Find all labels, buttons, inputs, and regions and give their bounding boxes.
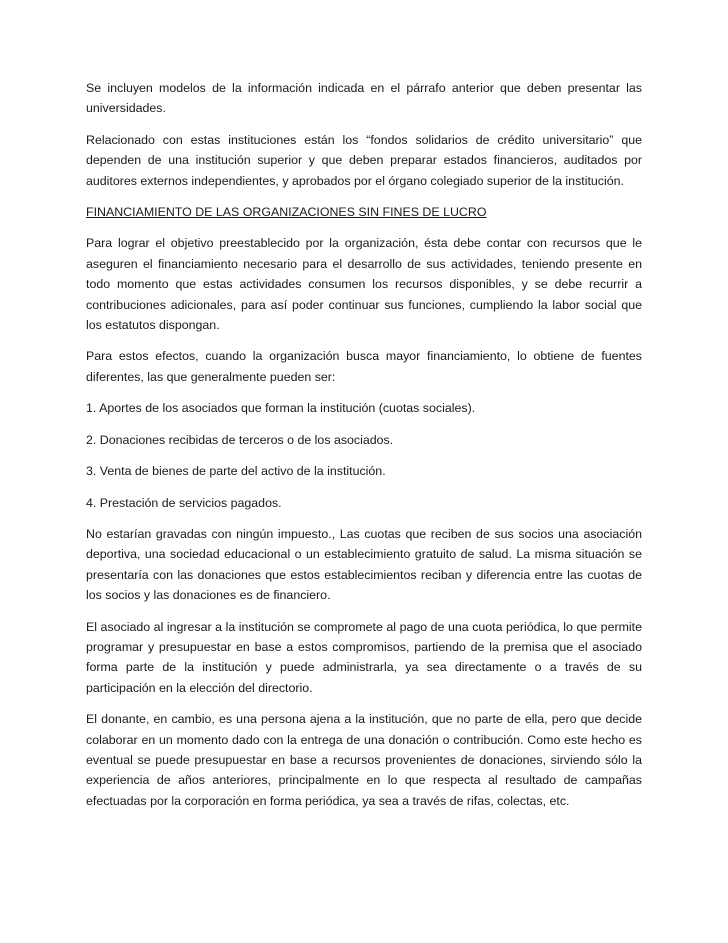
paragraph-asociado: El asociado al ingresar a la institución se compromete al pago de una cuota periódica, lo que permite programar y presupuestar en base a estos compromisos, partiendo de la premisa que el asociado forma parte de la institución y puede administrarla, ya sea directamente o a través de su participación en la elección del directorio. <box>86 619 642 695</box>
paragraph-objetivo: Para lograr el objetivo preestablecido por la organización, ésta debe contar con recursos que le aseguren el financiamiento necesario para el desarrollo de sus actividades, teniendo presente en todo momento que estas actividades consumen los recursos disponibles, y se debe recurrir a contribuciones adicionales, para así poder continuar sus funciones, cumpliendo la labor social que los estatutos dispongan. <box>86 236 642 333</box>
paragraph-universidades: Se incluyen modelos de la información indicada en el párrafo anterior que deben presentar las universidades. <box>86 81 642 116</box>
list-item-aportes: 1. Aportes de los asociados que forman la institución (cuotas sociales). <box>86 401 476 416</box>
list-item-donaciones: 2. Donaciones recibidas de terceros o de los asociados. <box>86 432 394 447</box>
list-item-venta-bienes: 3. Venta de bienes de parte del activo de la institución. <box>86 464 386 479</box>
paragraph-efectos: Para estos efectos, cuando la organización busca mayor financiamiento, lo obtiene de fuentes diferentes, las que generalmente pueden ser: <box>86 349 642 384</box>
section-heading: FINANCIAMIENTO DE LAS ORGANIZACIONES SIN FINES DE LUCRO <box>86 205 487 220</box>
paragraph-donante: El donante, en cambio, es una persona ajena a la institución, que no parte de ella, pero que decide colaborar en un momento dado con la entrega de una donación o contribución. Como este hecho es eventual se puede presupuestar en base a recursos provenientes de donaciones, sirviendo sólo la experiencia de años anteriores, principalmente en lo que respecta al resultado de campañas efectuadas por la corporación en forma periódica, ya sea a través de rifas, colectas, etc. <box>86 712 642 808</box>
paragraph-fondos-solidarios: Relacionado con estas instituciones están los “fondos solidarios de crédito universitario” que dependen de una institución superior y que deben preparar estados financieros, auditados por auditores externos independientes, y aprobados por el órgano colegiado superior de la institución. <box>86 132 642 188</box>
paragraph-impuestos: No estarían gravadas con ningún impuesto., Las cuotas que reciben de sus socios una asociación deportiva, una sociedad educacional o un establecimiento gratuito de salud. La misma situación se presentaría con las donaciones que estos establecimientos reciban y diferencia entre las cuotas de los socios y las donaciones es de financiero. <box>86 526 642 603</box>
list-item-servicios: 4. Prestación de servicios pagados. <box>86 495 282 510</box>
document-page <box>86 78 642 822</box>
